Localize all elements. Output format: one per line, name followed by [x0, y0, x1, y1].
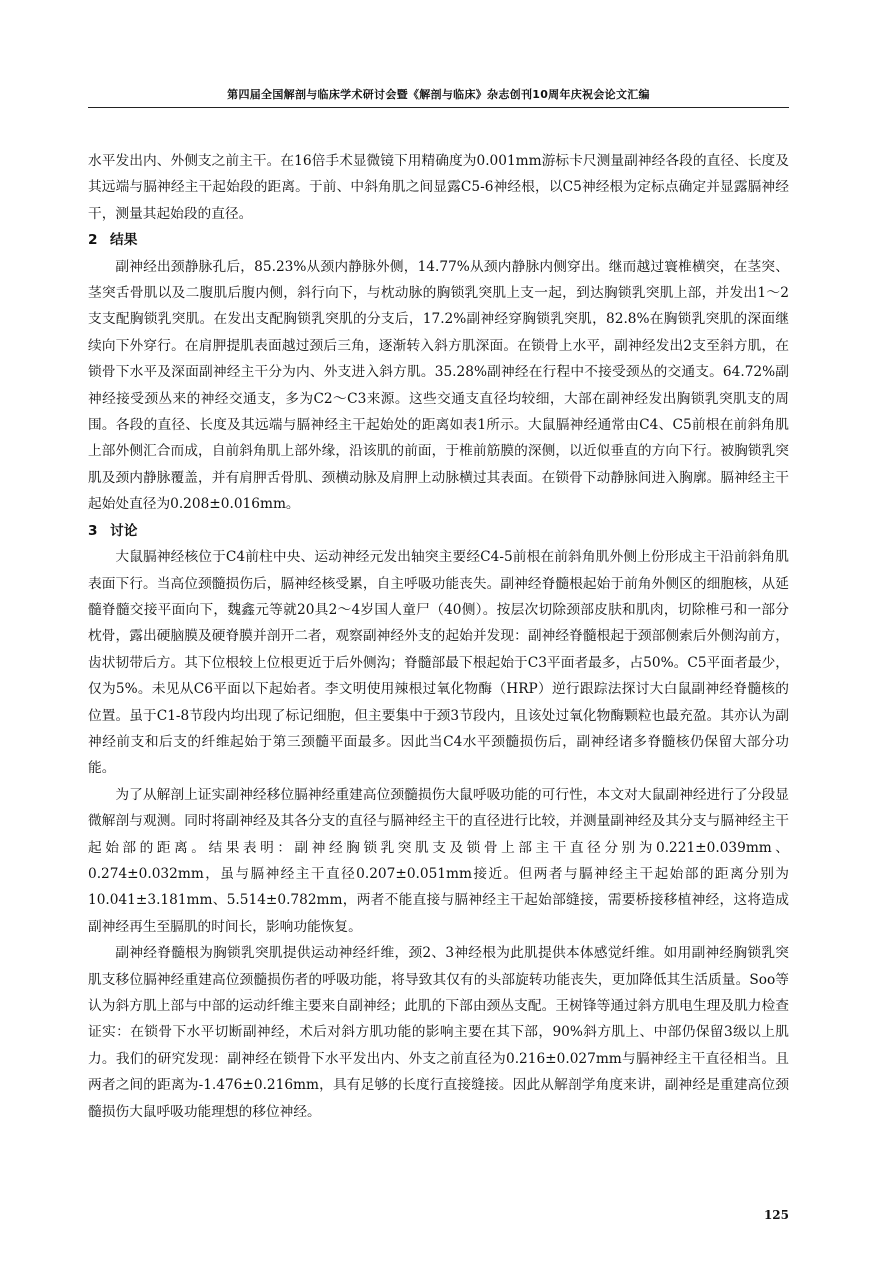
paragraph-results: 副神经出颈静脉孔后，85.23%从颈内静脉外侧，14.77%从颈内静脉内侧穿出。继而越过寰椎横突，在茎突、茎突舌骨肌以及二腹肌后腹内侧，斜行向下，与枕动脉的胸锁乳突肌上支一起，到达胸锁乳突肌上部，并发出1～2支支配胸锁乳突肌。在发出支配胸锁乳突肌的分支后，17.2%副神经穿胸锁乳突肌，82.8%在胸锁乳突肌的深面继续向下外穿行。在肩胛提肌表面越过颈后三角，逐渐转入斜方肌深面。在锁骨上水平，副神经发出2支至斜方肌，在锁骨下水平及深面副神经主干分为内、外支进入斜方肌。35.28%副神经在行程中不接受颈丛的交通支。64.72%副神经接受颈丛来的神经交通支，多为C2～C3来源。这些交通支直径均较细，大部在副神经发出胸锁乳突肌支的周围。各段的直径、长度及其远端与膈神经主干起始处的距离如表1所示。大鼠膈神经通常由C4、C5前根在前斜角肌上部外侧汇合而成，自前斜角肌上部外缘，沿该肌的前面，于椎前筋膜的深侧，以近似垂直的方向下行。被胸锁乳突肌及颈内静脉覆盖，并有肩胛舌骨肌、颈横动脉及肩胛上动脉横过其表面。在锁骨下动静脉间进入胸廓。膈神经主干起始处直径为0.208±0.016mm。 — [88, 258, 789, 513]
paragraph-discussion-3: 副神经脊髓根为胸锁乳突肌提供运动神经纤维，颈2、3神经根为此肌提供本体感觉纤维。如用副神经胸锁乳突肌支移位膈神经重建高位颈髓损伤者的呼吸功能，将导致其仅有的头部旋转功能丧失，更加降低其生活质量。Soo等认为斜方肌上部与中部的运动纤维主要来自副神经；此肌的下部由颈丛支配。王树锋等通过斜方肌电生理及肌力检查证实：在锁骨下水平切断副神经，术后对斜方肌功能的影响主要在其下部，90%斜方肌上、中部仍保留3级以上肌力。我们的研究发现：副神经在锁骨下水平发出内、外支之前直径为0.216±0.027mm与膈神经主干直径相当。且两者之间的距离为-1.476±0.216mm，具有足够的长度行直接缝接。因此从解剖学角度来讲，副神经是重建高位颈髓损伤大鼠呼吸功能理想的移位神经。 — [88, 945, 789, 1120]
running-header: 第四届全国解剖与临床学术研讨会暨《解剖与临床》杂志创刊10周年庆祝会论文汇编 — [227, 88, 650, 101]
section-title: 讨论 — [110, 522, 138, 539]
section-title: 结果 — [110, 232, 138, 249]
section-number: 2 — [88, 232, 98, 249]
article-body — [88, 148, 789, 1125]
section-heading-results — [88, 227, 789, 253]
page-number: 125 — [763, 1208, 789, 1222]
paragraph-discussion-1: 大鼠膈神经核位于C4前柱中央、运动神经元发出轴突主要经C4-5前根在前斜角肌外侧上份形成主干沿前斜角肌表面下行。当高位颈髓损伤后，膈神经核受累，自主呼吸功能丧失。副神经脊髓根起始于前角外侧区的细胞核，从延髓脊髓交接平面向下，魏鑫元等就20具2～4岁国人童尸（40侧）。按层次切除颈部皮肤和肌肉，切除椎弓和一部分枕骨，露出硬脑膜及硬脊膜并剖开二者，观察副神经外支的起始并发现：副神经脊髓根起于颈部侧索后外侧沟前方，齿状韧带后方。其下位根较上位根更近于后外侧沟；脊髓部最下根起始于C3平面者最多，占50%。C5平面者最少，仅为5%。未见从C6平面以下起始者。李文明使用辣根过氧化物酶（HRP）逆行跟踪法探讨大白鼠副神经脊髓核的位置。虽于C1-8节段内均出现了标记细胞，但主要集中于颈3节段内，且该处过氧化物酶颗粒也最充盈。其亦认为副神经前支和后支的纤维起始于第三颈髓平面最多。因此当C4水平颈髓损伤后，副神经诸多脊髓核仍保留大部分功能。 — [88, 549, 789, 777]
paragraph-discussion-2: 为了从解剖上证实副神经移位膈神经重建高位颈髓损伤大鼠呼吸功能的可行性，本文对大鼠副神经进行了分段显微解剖与观测。同时将副神经及其各分支的直径与膈神经主干的直径进行比较，并测量副神经及其分支与膈神经主干起始部的距离。结果表明：副神经胸锁乳突肌支及锁骨上部主干直径分别为0.221±0.039mm、0.274±0.032mm，虽与膈神经主干直径0.207±0.051mm接近。但两者与膈神经主干起始部的距离分别为10.041±3.181mm、5.514±0.782mm，两者不能直接与膈神经主干起始部缝接，需要桥接移植神经，这将造成副神经再生至膈肌的时间长，影响功能恢复。 — [88, 786, 789, 935]
header-rule — [88, 107, 789, 108]
paragraph-methods-end: 水平发出内、外侧支之前主干。在16倍手术显微镜下用精确度为0.001mm游标卡尺测量副神经各段的直径、长度及其远端与膈神经主干起始段的距离。于前、中斜角肌之间显露C5-6神经根，以C5神经根为定标点确定并显露膈神经干，测量其起始段的直径。 — [88, 153, 789, 222]
section-number: 3 — [88, 522, 98, 539]
section-heading-discussion — [88, 518, 789, 544]
